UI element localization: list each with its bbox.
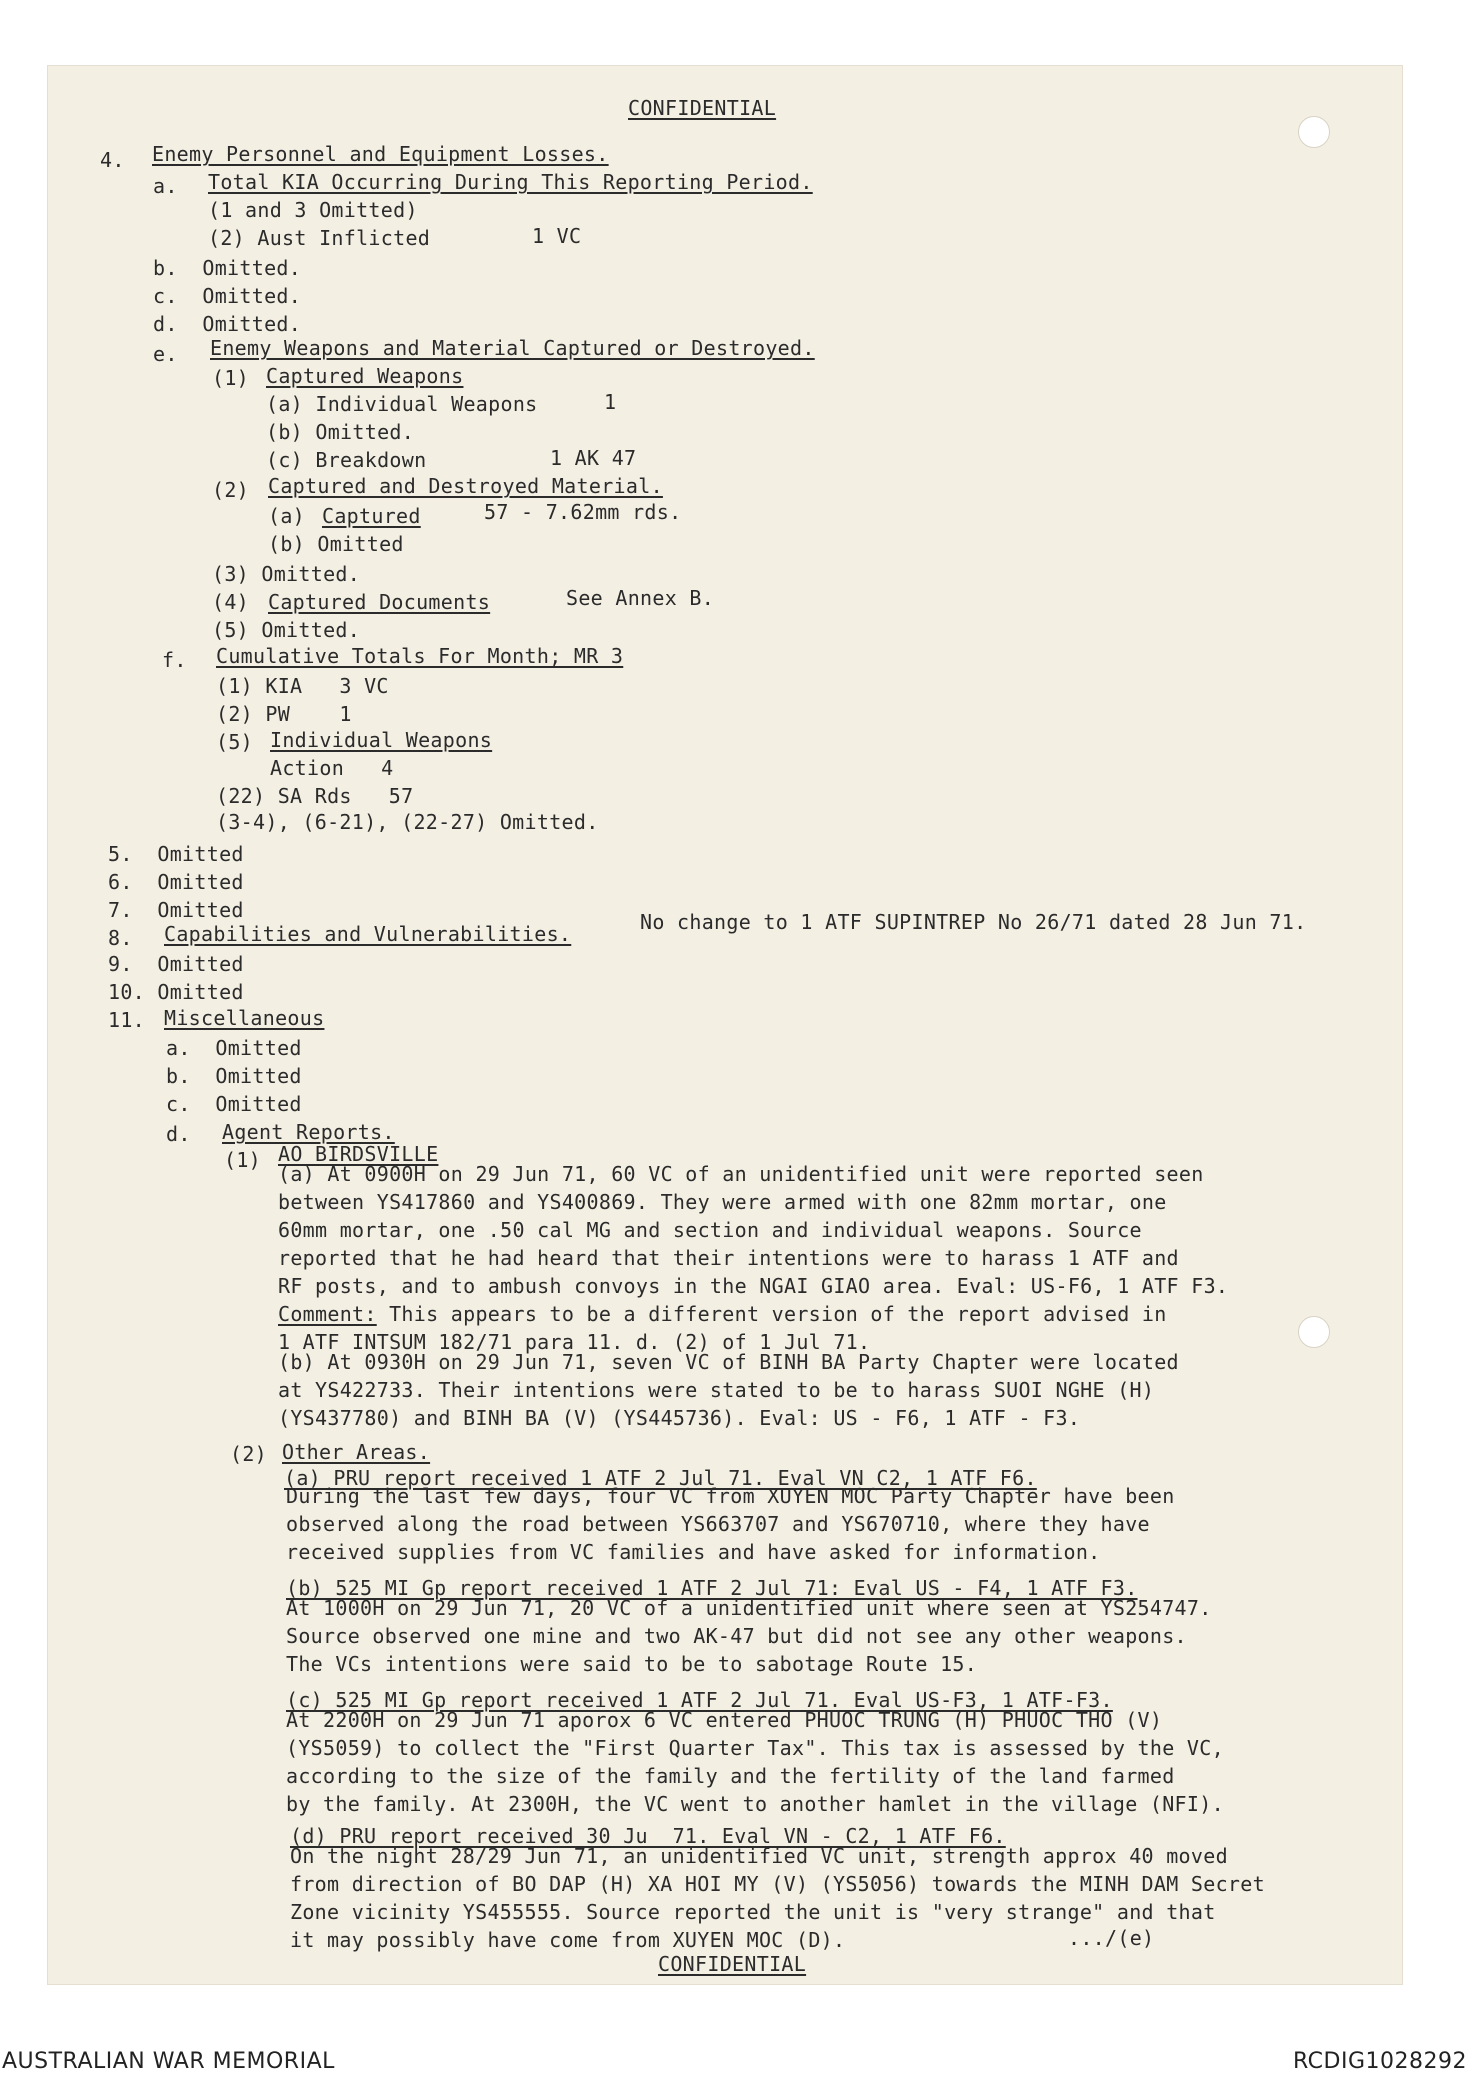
section-4-title: Enemy Personnel and Equipment Losses.: [152, 142, 609, 166]
oa-b-line-1: At 1000H on 29 Jun 71, 20 VC of a unidentified unit where seen at YS254747.: [286, 1596, 1212, 1620]
ao-comment-line-2: 1 ATF INTSUM 182/71 para 11. d. (2) of 1 Jul 71.: [278, 1330, 871, 1354]
ao-a-line-5: RF posts, and to ambush convoys in the NGAI GIAO area. Eval: US-F6, 1 ATF F3.: [278, 1274, 1229, 1298]
oa-d-line-2: from direction of BO DAP (H) XA HOI MY (V) (YS5056) towards the MINH DAM Secret: [290, 1872, 1265, 1896]
oa-b-line-2: Source observed one mine and two AK-47 but did not see any other weapons.: [286, 1624, 1187, 1648]
e4-title: Captured Documents: [268, 590, 491, 614]
header-classification: CONFIDENTIAL: [628, 96, 777, 120]
ao-b-line-1: (b) At 0930H on 29 Jun 71, seven VC of BINH BA Party Chapter were located: [278, 1350, 1179, 1374]
ao-b-line-3: (YS437780) and BINH BA (V) (YS445736). Eval: US - F6, 1 ATF - F3.: [278, 1406, 1081, 1430]
ao-a-line-4: reported that he had heard that their intentions were to harass 1 ATF and: [278, 1246, 1179, 1270]
item-11-d-label: d.: [166, 1122, 191, 1146]
item-6: 6. Omitted: [108, 870, 244, 894]
item-e-title: Enemy Weapons and Material Captured or Destroyed.: [210, 336, 815, 360]
oa-c-line-4: by the family. At 2300H, the VC went to another hamlet in the village (NFI).: [286, 1792, 1224, 1816]
e4-number: (4): [212, 590, 250, 614]
e4-value: See Annex B.: [566, 586, 715, 610]
item-b: b. Omitted.: [153, 256, 302, 280]
oa-c-title: (c) 525 MI Gp report received 1 ATF 2 Jul 71. Eval US-F3, 1 ATF-F3.: [286, 1688, 1113, 1712]
item-e-label: e.: [153, 342, 178, 366]
oa-d-title: (d) PRU report received 30 Ju 71. Eval VN - C2, 1 ATF F6.: [290, 1824, 1006, 1848]
item-8-text: No change to 1 ATF SUPINTREP No 26/71 dated 28 Jun 71.: [640, 910, 1307, 934]
ao-title: AO BIRDSVILLE: [278, 1142, 439, 1166]
e2-a-title: Captured: [322, 504, 421, 528]
oa-a-line-1: During the last few days, four VC from XUYEN MOC Party Chapter have been: [286, 1484, 1175, 1508]
ao-comment-text: This appears to be a different version of the report advised in: [376, 1302, 1167, 1326]
punch-hole-top: [1298, 116, 1330, 148]
page-continuation: .../(e): [1068, 1926, 1155, 1950]
item-f-label: f.: [162, 648, 187, 672]
item-d: d. Omitted.: [153, 312, 302, 336]
oa-a-line-3: received supplies from VC families and have asked for information.: [286, 1540, 1101, 1564]
f-2: (2) PW 1: [216, 702, 352, 726]
item-5: 5. Omitted: [108, 842, 244, 866]
ao-a-line-1: (a) At 0900H on 29 Jun 71, 60 VC of an unidentified unit were reported seen: [278, 1162, 1204, 1186]
e2-title: Captured and Destroyed Material.: [268, 474, 663, 498]
e1-c-value: 1 AK 47: [550, 446, 637, 470]
item-a-1: (1 and 3 Omitted): [208, 198, 418, 222]
ao-comment-line-1: [278, 1302, 1167, 1326]
item-a-2: (2) Aust Inflicted: [208, 226, 431, 250]
section-4-number: 4.: [100, 148, 125, 172]
punch-hole-bottom: [1298, 1316, 1330, 1348]
oa-c-line-2: (YS5059) to collect the "First Quarter Tax". This tax is assessed by the VC,: [286, 1736, 1224, 1760]
item-8-title: Capabilities and Vulnerabilities.: [164, 922, 572, 946]
oa-d-line-4: it may possibly have come from XUYEN MOC (D).: [290, 1928, 846, 1952]
oa-b-title: (b) 525 MI Gp report received 1 ATF 2 Jul 71: Eval US - F4, 1 ATF F3.: [286, 1576, 1138, 1600]
f-5-action: Action 4: [270, 756, 394, 780]
e2-a-value: 57 - 7.62mm rds.: [484, 500, 682, 524]
item-11-a: a. Omitted: [166, 1036, 302, 1060]
item-a-2-value: 1 VC: [532, 224, 582, 248]
f-omitted: (3-4), (6-21), (22-27) Omitted.: [216, 810, 599, 834]
item-f-title: Cumulative Totals For Month; MR 3: [216, 644, 624, 668]
ao-a-line-3: 60mm mortar, one .50 cal MG and section and individual weapons. Source: [278, 1218, 1142, 1242]
e5: (5) Omitted.: [212, 618, 361, 642]
e2-a-number: (a): [268, 504, 306, 528]
item-10: 10. Omitted: [108, 980, 244, 1004]
oa-number: (2): [230, 1442, 268, 1466]
oa-a-title: (a) PRU report received 1 ATF 2 Jul 71. Eval VN C2, 1 ATF F6.: [284, 1466, 1037, 1490]
item-8-number: 8.: [108, 926, 133, 950]
oa-d-line-3: Zone vicinity YS455555. Source reported the unit is "very strange" and that: [290, 1900, 1216, 1924]
oa-b-line-3: The VCs intentions were said to be to sabotage Route 15.: [286, 1652, 978, 1676]
item-a-title: Total KIA Occurring During This Reporting Period.: [208, 170, 813, 194]
item-11-number: 11.: [108, 1008, 146, 1032]
e1-b: (b) Omitted.: [266, 420, 415, 444]
e2-number: (2): [212, 478, 250, 502]
ao-number: (1): [224, 1148, 262, 1172]
ao-b-line-2: at YS422733. Their intentions were stated to be to harass SUOI NGHE (H): [278, 1378, 1155, 1402]
archive-reference: RCDIG1028292: [1292, 2049, 1467, 2074]
item-11-title: Miscellaneous: [164, 1006, 325, 1030]
f-1: (1) KIA 3 VC: [216, 674, 389, 698]
e1-number: (1): [212, 366, 250, 390]
e1-a: (a) Individual Weapons: [266, 392, 538, 416]
f-22: (22) SA Rds 57: [216, 784, 414, 808]
item-a-label: a.: [153, 174, 178, 198]
e3: (3) Omitted.: [212, 562, 361, 586]
f-5-number: (5): [216, 730, 254, 754]
oa-c-line-3: according to the size of the family and the fertility of the land farmed: [286, 1764, 1175, 1788]
item-9: 9. Omitted: [108, 952, 244, 976]
oa-a-line-2: observed along the road between YS663707 and YS670710, where they have: [286, 1512, 1150, 1536]
item-c: c. Omitted.: [153, 284, 302, 308]
item-11-c: c. Omitted: [166, 1092, 302, 1116]
e2-b: (b) Omitted: [268, 532, 404, 556]
e1-c: (c) Breakdown: [266, 448, 427, 472]
item-11-d-title: Agent Reports.: [222, 1120, 395, 1144]
oa-title: Other Areas.: [282, 1440, 431, 1464]
archive-name: AUSTRALIAN WAR MEMORIAL: [2, 2049, 335, 2074]
item-11-b: b. Omitted: [166, 1064, 302, 1088]
ao-a-line-2: between YS417860 and YS400869. They were armed with one 82mm mortar, one: [278, 1190, 1167, 1214]
footer-classification: CONFIDENTIAL: [658, 1952, 807, 1976]
item-7: 7. Omitted: [108, 898, 244, 922]
oa-d-line-1: On the night 28/29 Jun 71, an unidentified VC unit, strength approx 40 moved: [290, 1844, 1228, 1868]
f-5-title: Individual Weapons: [270, 728, 493, 752]
e1-a-value: 1: [604, 390, 617, 414]
e1-title: Captured Weapons: [266, 364, 464, 388]
oa-c-line-1: At 2200H on 29 Jun 71 aporox 6 VC entered PHUOC TRUNG (H) PHUOC THO (V): [286, 1708, 1163, 1732]
ao-comment-label: Comment:: [278, 1302, 377, 1326]
